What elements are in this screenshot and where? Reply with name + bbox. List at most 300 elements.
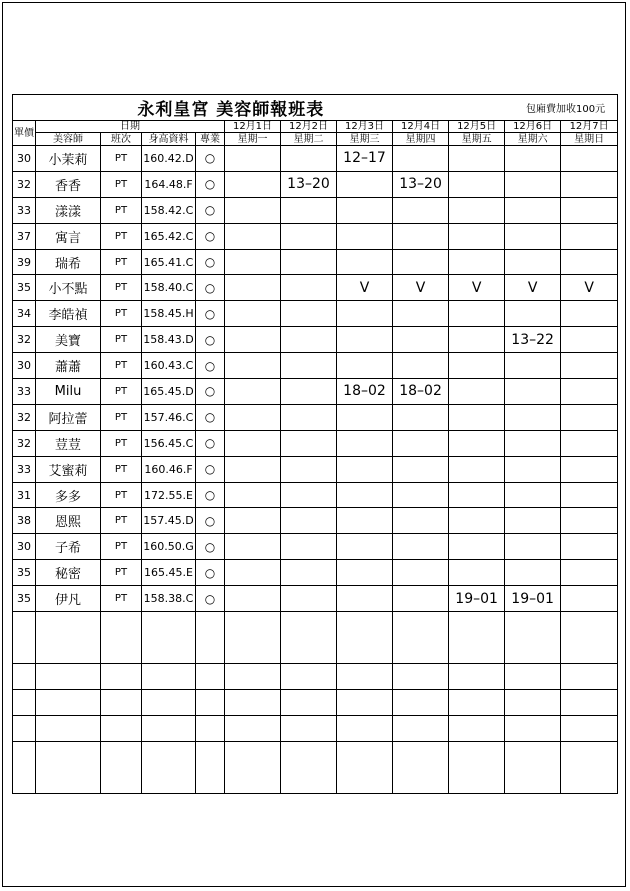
empty-cell bbox=[196, 612, 225, 664]
specialty-cell: ○ bbox=[196, 171, 225, 197]
date-header: 12月7日 bbox=[561, 121, 618, 133]
date-header: 12月3日 bbox=[337, 121, 393, 133]
beautician-name-cell: 小茉莉 bbox=[36, 146, 101, 172]
schedule-cell bbox=[561, 249, 618, 275]
table-row bbox=[13, 508, 618, 534]
empty-cell bbox=[142, 664, 196, 690]
schedule-cell bbox=[337, 560, 393, 586]
schedule-cell bbox=[505, 301, 561, 327]
schedule-cell bbox=[337, 249, 393, 275]
shift-cell: PT bbox=[101, 327, 142, 353]
specialty-cell: ○ bbox=[196, 275, 225, 301]
unit-price-cell: 30 bbox=[13, 146, 36, 172]
table-row bbox=[13, 249, 618, 275]
shift-cell: PT bbox=[101, 197, 142, 223]
empty-cell bbox=[13, 612, 36, 664]
specialty-cell: ○ bbox=[196, 456, 225, 482]
shift-cell: PT bbox=[101, 456, 142, 482]
schedule-cell bbox=[505, 379, 561, 405]
specialty-cell: ○ bbox=[196, 249, 225, 275]
empty-cell bbox=[505, 716, 561, 742]
table-row bbox=[13, 586, 618, 612]
table-row bbox=[13, 327, 618, 353]
empty-cell bbox=[196, 664, 225, 690]
empty-cell bbox=[505, 690, 561, 716]
schedule-cell bbox=[393, 560, 449, 586]
schedule-cell: 18–02 bbox=[337, 379, 393, 405]
schedule-cell bbox=[225, 456, 281, 482]
schedule-cell bbox=[561, 197, 618, 223]
empty-cell bbox=[142, 716, 196, 742]
schedule-cell bbox=[225, 482, 281, 508]
schedule-cell bbox=[281, 327, 337, 353]
schedule-cell: 12–17 bbox=[337, 146, 393, 172]
schedule-cell bbox=[281, 249, 337, 275]
date-header: 12月2日 bbox=[281, 121, 337, 133]
empty-cell bbox=[225, 742, 281, 794]
empty-cell bbox=[281, 742, 337, 794]
table-row bbox=[13, 301, 618, 327]
table-row bbox=[13, 482, 618, 508]
body-data-cell: 157.45.D bbox=[142, 508, 196, 534]
schedule-cell bbox=[393, 146, 449, 172]
specialty-cell: ○ bbox=[196, 482, 225, 508]
unit-price-cell: 33 bbox=[13, 456, 36, 482]
beautician-name-cell: 小不點 bbox=[36, 275, 101, 301]
table-row bbox=[13, 275, 618, 301]
beautician-name-cell: 漾漾 bbox=[36, 197, 101, 223]
empty-cell bbox=[281, 664, 337, 690]
empty-cell bbox=[142, 690, 196, 716]
weekday-header: 星期六 bbox=[505, 133, 561, 146]
unit-price-cell: 35 bbox=[13, 560, 36, 586]
schedule-cell bbox=[505, 171, 561, 197]
empty-cell bbox=[36, 690, 101, 716]
unit-price-cell: 35 bbox=[13, 275, 36, 301]
empty-cell bbox=[337, 690, 393, 716]
schedule-cell bbox=[449, 301, 505, 327]
empty-row bbox=[13, 664, 618, 690]
schedule-cell bbox=[337, 327, 393, 353]
table-row bbox=[13, 353, 618, 379]
schedule-cell bbox=[337, 508, 393, 534]
schedule-cell bbox=[505, 146, 561, 172]
schedule-cell bbox=[449, 223, 505, 249]
schedule-cell bbox=[561, 353, 618, 379]
schedule-cell bbox=[281, 430, 337, 456]
schedule-cell bbox=[225, 171, 281, 197]
empty-cell bbox=[142, 742, 196, 794]
schedule-cell bbox=[561, 379, 618, 405]
schedule-cell bbox=[449, 146, 505, 172]
empty-cell bbox=[449, 664, 505, 690]
schedule-cell bbox=[505, 534, 561, 560]
empty-cell bbox=[101, 716, 142, 742]
empty-cell bbox=[101, 690, 142, 716]
beautician-name-cell: 瑞希 bbox=[36, 249, 101, 275]
unit-price-cell: 37 bbox=[13, 223, 36, 249]
schedule-cell: V bbox=[505, 275, 561, 301]
schedule-cell bbox=[225, 146, 281, 172]
specialty-cell: ○ bbox=[196, 353, 225, 379]
empty-cell bbox=[337, 716, 393, 742]
body-data-cell: 165.45.E bbox=[142, 560, 196, 586]
unit-price-cell: 38 bbox=[13, 508, 36, 534]
schedule-cell bbox=[337, 456, 393, 482]
schedule-cell bbox=[337, 404, 393, 430]
shift-cell: PT bbox=[101, 586, 142, 612]
empty-cell bbox=[36, 664, 101, 690]
beautician-name-cell: 寓言 bbox=[36, 223, 101, 249]
schedule-cell bbox=[225, 586, 281, 612]
schedule-cell bbox=[393, 404, 449, 430]
beautician-name-cell: 子希 bbox=[36, 534, 101, 560]
unit-price-cell: 30 bbox=[13, 534, 36, 560]
shift-cell: PT bbox=[101, 404, 142, 430]
schedule-cell bbox=[449, 197, 505, 223]
schedule-cell bbox=[225, 301, 281, 327]
empty-cell bbox=[561, 612, 618, 664]
body-data-cell: 158.42.C bbox=[142, 197, 196, 223]
table-row bbox=[13, 534, 618, 560]
table-row bbox=[13, 456, 618, 482]
weekday-header: 星期四 bbox=[393, 133, 449, 146]
beautician-name-cell: 蕭蕭 bbox=[36, 353, 101, 379]
empty-cell bbox=[393, 716, 449, 742]
schedule-cell bbox=[225, 327, 281, 353]
body-data-cell: 165.45.D bbox=[142, 379, 196, 405]
schedule-cell bbox=[449, 534, 505, 560]
schedule-cell bbox=[505, 430, 561, 456]
schedule-cell bbox=[337, 197, 393, 223]
body-data-cell: 160.46.F bbox=[142, 456, 196, 482]
schedule-cell bbox=[449, 456, 505, 482]
empty-cell bbox=[449, 716, 505, 742]
schedule-cell bbox=[393, 223, 449, 249]
beautician-name-cell: 李皓禎 bbox=[36, 301, 101, 327]
schedule-cell: 19–01 bbox=[449, 586, 505, 612]
date-label: 日期 bbox=[120, 121, 140, 132]
empty-cell bbox=[505, 612, 561, 664]
beautician-name-cell: 阿拉蕾 bbox=[36, 404, 101, 430]
schedule-cell bbox=[281, 353, 337, 379]
date-header: 12月4日 bbox=[393, 121, 449, 133]
beautician-name-cell: 秘密 bbox=[36, 560, 101, 586]
schedule-cell bbox=[505, 404, 561, 430]
schedule-cell bbox=[561, 586, 618, 612]
schedule-cell bbox=[337, 482, 393, 508]
title-cell bbox=[13, 95, 449, 121]
schedule-cell bbox=[449, 379, 505, 405]
schedule-cell bbox=[281, 560, 337, 586]
schedule-cell bbox=[561, 171, 618, 197]
empty-cell bbox=[13, 742, 36, 794]
empty-cell bbox=[561, 690, 618, 716]
schedule-cell bbox=[281, 508, 337, 534]
schedule-cell bbox=[225, 353, 281, 379]
weekday-header: 星期一 bbox=[225, 133, 281, 146]
shift-cell: PT bbox=[101, 560, 142, 586]
body-data-cell: 164.48.F bbox=[142, 171, 196, 197]
schedule-cell bbox=[449, 430, 505, 456]
schedule-cell bbox=[505, 197, 561, 223]
body-data-cell: 158.45.H bbox=[142, 301, 196, 327]
schedule-cell bbox=[225, 508, 281, 534]
shift-header: 班次 bbox=[101, 133, 142, 146]
empty-row bbox=[13, 690, 618, 716]
schedule-cell bbox=[505, 508, 561, 534]
empty-cell bbox=[281, 716, 337, 742]
schedule-cell bbox=[393, 430, 449, 456]
empty-cell bbox=[449, 612, 505, 664]
empty-cell bbox=[393, 664, 449, 690]
beautician-name-cell: 香香 bbox=[36, 171, 101, 197]
schedule-cell: 13–20 bbox=[393, 171, 449, 197]
empty-cell bbox=[196, 742, 225, 794]
schedule-cell bbox=[281, 534, 337, 560]
schedule-cell bbox=[449, 404, 505, 430]
unit-price-cell: 34 bbox=[13, 301, 36, 327]
empty-cell bbox=[393, 742, 449, 794]
shift-cell: PT bbox=[101, 223, 142, 249]
empty-cell bbox=[13, 690, 36, 716]
empty-cell bbox=[225, 716, 281, 742]
empty-cell bbox=[505, 742, 561, 794]
schedule-cell bbox=[561, 482, 618, 508]
schedule-cell bbox=[561, 456, 618, 482]
unit-price-cell: 33 bbox=[13, 379, 36, 405]
date-label-header bbox=[36, 121, 225, 133]
table-row bbox=[13, 171, 618, 197]
body-data-cell: 158.40.C bbox=[142, 275, 196, 301]
shift-cell: PT bbox=[101, 508, 142, 534]
specialty-cell: ○ bbox=[196, 197, 225, 223]
unit-price-cell: 32 bbox=[13, 327, 36, 353]
body-data-cell: 160.50.G bbox=[142, 534, 196, 560]
unit-header: 單價 bbox=[13, 121, 36, 146]
empty-cell bbox=[281, 690, 337, 716]
table-row bbox=[13, 223, 618, 249]
empty-cell bbox=[337, 612, 393, 664]
schedule-cell: V bbox=[449, 275, 505, 301]
unit-price-cell: 32 bbox=[13, 171, 36, 197]
schedule-cell bbox=[281, 223, 337, 249]
unit-price-cell: 33 bbox=[13, 197, 36, 223]
unit-price-cell: 32 bbox=[13, 430, 36, 456]
schedule-cell: 19–01 bbox=[505, 586, 561, 612]
schedule-cell bbox=[393, 249, 449, 275]
schedule-cell bbox=[449, 353, 505, 379]
shift-cell: PT bbox=[101, 534, 142, 560]
empty-cell bbox=[337, 664, 393, 690]
schedule-cell bbox=[561, 146, 618, 172]
body-data-cell: 165.42.C bbox=[142, 223, 196, 249]
schedule-cell bbox=[505, 353, 561, 379]
specialty-cell: ○ bbox=[196, 223, 225, 249]
beautician-name-cell: 多多 bbox=[36, 482, 101, 508]
shift-cell: PT bbox=[101, 430, 142, 456]
schedule-cell bbox=[449, 560, 505, 586]
schedule-cell bbox=[281, 456, 337, 482]
unit-price-cell: 31 bbox=[13, 482, 36, 508]
empty-cell bbox=[449, 690, 505, 716]
schedule-cell bbox=[225, 223, 281, 249]
schedule-cell bbox=[337, 223, 393, 249]
schedule-cell bbox=[561, 301, 618, 327]
unit-price-cell: 35 bbox=[13, 586, 36, 612]
specialty-cell: ○ bbox=[196, 560, 225, 586]
schedule-cell bbox=[561, 560, 618, 586]
schedule-cell bbox=[505, 223, 561, 249]
schedule-cell bbox=[393, 482, 449, 508]
table-row bbox=[13, 430, 618, 456]
beautician-name-cell: 伊凡 bbox=[36, 586, 101, 612]
schedule-cell bbox=[281, 482, 337, 508]
body-data-cell: 158.38.C bbox=[142, 586, 196, 612]
date-header: 12月5日 bbox=[449, 121, 505, 133]
schedule-cell bbox=[225, 430, 281, 456]
body-data-cell: 172.55.E bbox=[142, 482, 196, 508]
empty-cell bbox=[449, 742, 505, 794]
schedule-cell: V bbox=[561, 275, 618, 301]
schedule-cell bbox=[225, 197, 281, 223]
empty-cell bbox=[337, 742, 393, 794]
specialty-cell: ○ bbox=[196, 301, 225, 327]
schedule-cell bbox=[505, 456, 561, 482]
schedule-cell bbox=[505, 249, 561, 275]
empty-cell bbox=[505, 664, 561, 690]
date-header: 12月1日 bbox=[225, 121, 281, 133]
empty-cell bbox=[225, 690, 281, 716]
shift-cell: PT bbox=[101, 275, 142, 301]
schedule-cell bbox=[393, 534, 449, 560]
schedule-table bbox=[12, 94, 618, 794]
empty-cell bbox=[101, 612, 142, 664]
schedule-cell bbox=[393, 586, 449, 612]
empty-cell bbox=[101, 742, 142, 794]
schedule-cell bbox=[225, 404, 281, 430]
schedule-cell bbox=[281, 197, 337, 223]
specialty-cell: ○ bbox=[196, 508, 225, 534]
unit-price-cell: 39 bbox=[13, 249, 36, 275]
shift-cell: PT bbox=[101, 301, 142, 327]
note-cell bbox=[449, 95, 618, 121]
specialty-cell: ○ bbox=[196, 146, 225, 172]
empty-cell bbox=[225, 664, 281, 690]
schedule-cell bbox=[281, 404, 337, 430]
shift-cell: PT bbox=[101, 146, 142, 172]
schedule-cell bbox=[337, 353, 393, 379]
empty-row bbox=[13, 612, 618, 664]
body-data-cell: 160.42.D bbox=[142, 146, 196, 172]
schedule-cell: 13–20 bbox=[281, 171, 337, 197]
specialty-cell: ○ bbox=[196, 379, 225, 405]
schedule-cell: V bbox=[393, 275, 449, 301]
table-row bbox=[13, 404, 618, 430]
empty-cell bbox=[393, 612, 449, 664]
page-title: 永利皇宮 美容師報班表 bbox=[137, 100, 325, 120]
schedule-cell bbox=[449, 249, 505, 275]
body-header: 身高資料 bbox=[142, 133, 196, 146]
beautician-name-cell: 艾蜜莉 bbox=[36, 456, 101, 482]
empty-cell bbox=[101, 664, 142, 690]
empty-cell bbox=[281, 612, 337, 664]
schedule-cell bbox=[281, 301, 337, 327]
schedule-cell bbox=[281, 275, 337, 301]
weekday-header: 星期五 bbox=[449, 133, 505, 146]
specialty-cell: ○ bbox=[196, 534, 225, 560]
empty-cell bbox=[225, 612, 281, 664]
schedule-cell bbox=[337, 430, 393, 456]
table-row bbox=[13, 379, 618, 405]
weekday-header: 星期二 bbox=[281, 133, 337, 146]
schedule-cell bbox=[225, 379, 281, 405]
schedule-cell bbox=[505, 560, 561, 586]
name-header: 美容師 bbox=[36, 133, 101, 146]
weekday-header: 星期日 bbox=[561, 133, 618, 146]
schedule-cell bbox=[561, 404, 618, 430]
schedule-cell bbox=[449, 508, 505, 534]
beautician-name-cell: Milu bbox=[36, 379, 101, 405]
shift-cell: PT bbox=[101, 171, 142, 197]
empty-cell bbox=[561, 742, 618, 794]
shift-cell: PT bbox=[101, 353, 142, 379]
body-data-cell: 156.45.C bbox=[142, 430, 196, 456]
empty-cell bbox=[13, 716, 36, 742]
empty-cell bbox=[36, 716, 101, 742]
schedule-cell bbox=[225, 249, 281, 275]
schedule-cell bbox=[561, 508, 618, 534]
schedule-cell bbox=[393, 508, 449, 534]
empty-row bbox=[13, 742, 618, 794]
schedule-cell bbox=[337, 301, 393, 327]
beautician-name-cell: 恩熙 bbox=[36, 508, 101, 534]
schedule-cell bbox=[393, 353, 449, 379]
date-header: 12月6日 bbox=[505, 121, 561, 133]
table-row bbox=[13, 197, 618, 223]
beautician-name-cell: 荳荳 bbox=[36, 430, 101, 456]
schedule-cell bbox=[393, 197, 449, 223]
body-data-cell: 165.41.C bbox=[142, 249, 196, 275]
schedule-cell bbox=[281, 146, 337, 172]
surcharge-note: 包廂費加收100元 bbox=[526, 104, 606, 115]
shift-cell: PT bbox=[101, 249, 142, 275]
body-data-cell: 157.46.C bbox=[142, 404, 196, 430]
schedule-cell bbox=[505, 482, 561, 508]
empty-row bbox=[13, 716, 618, 742]
schedule-cell bbox=[393, 301, 449, 327]
unit-price-cell: 30 bbox=[13, 353, 36, 379]
specialty-header: 專業 bbox=[196, 133, 225, 146]
schedule-cell: V bbox=[337, 275, 393, 301]
empty-cell bbox=[393, 690, 449, 716]
specialty-cell: ○ bbox=[196, 327, 225, 353]
shift-cell: PT bbox=[101, 482, 142, 508]
schedule-cell bbox=[393, 327, 449, 353]
empty-cell bbox=[36, 612, 101, 664]
beautician-name-cell: 美寶 bbox=[36, 327, 101, 353]
schedule-cell bbox=[281, 586, 337, 612]
schedule-cell: 13–22 bbox=[505, 327, 561, 353]
table-row bbox=[13, 560, 618, 586]
empty-cell bbox=[142, 612, 196, 664]
empty-cell bbox=[561, 716, 618, 742]
empty-cell bbox=[561, 664, 618, 690]
specialty-cell: ○ bbox=[196, 586, 225, 612]
empty-cell bbox=[196, 690, 225, 716]
schedule-cell bbox=[337, 534, 393, 560]
schedule-cell bbox=[225, 534, 281, 560]
